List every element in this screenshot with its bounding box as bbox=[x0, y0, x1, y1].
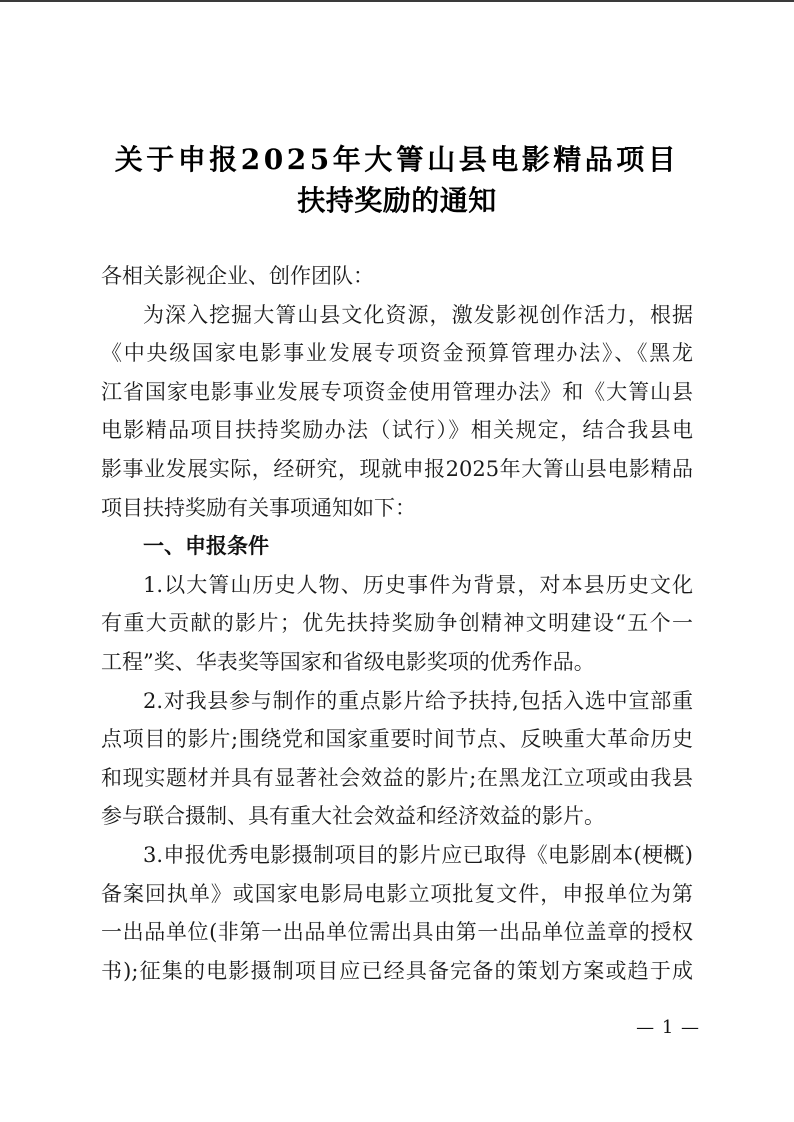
text-line: 2.对我县参与制作的重点影片给予扶持,包括入选中宣部重 bbox=[143, 688, 693, 713]
text-line: 《中央级国家电影事业发展专项资金预算管理办法》、《黑龙 bbox=[101, 341, 693, 366]
document-title-line-2: 扶持奖励的通知 bbox=[297, 184, 497, 217]
text-line: 备案回执单》或国家电影局电影立项批复文件，申报单位为第 bbox=[101, 881, 693, 906]
document-body bbox=[101, 257, 693, 990]
text-line: 江省国家电影事业发展专项资金使用管理办法》和《大箐山县 bbox=[101, 379, 693, 404]
text-line: 点项目的影片;围绕党和国家重要时间节点、反映重大革命历史 bbox=[101, 727, 693, 752]
text-line: 影事业发展实际，经研究，现就申报2025年大箐山县电影精品 bbox=[101, 456, 693, 481]
text-line: 项目扶持奖励有关事项通知如下： bbox=[101, 495, 416, 520]
text-line: 为深入挖掘大箐山县文化资源，激发影视创作活力，根据 bbox=[143, 302, 693, 327]
text-line: 一出品单位(非第一出品单位需出具由第一出品单位盖章的授权 bbox=[101, 920, 693, 945]
scan-top-edge bbox=[0, 0, 794, 2]
document-title bbox=[101, 139, 693, 221]
text-line: 1.以大箐山历史人物、历史事件为背景，对本县历史文化 bbox=[143, 572, 693, 597]
salutation-line: 各相关影视企业、创作团队： bbox=[101, 264, 374, 288]
text-line: 工程”奖、华表奖等国家和省级电影奖项的优秀作品。 bbox=[101, 649, 595, 674]
text-line: 电影精品项目扶持奖励办法（试行）》相关规定，结合我县电 bbox=[101, 418, 693, 443]
text-line: 3.申报优秀电影摄制项目的影片应已取得《电影剧本(梗概) bbox=[143, 842, 693, 867]
text-line: 和现实题材并具有显著社会效益的影片;在黑龙江立项或由我县 bbox=[101, 765, 693, 790]
section-heading: 一、申报条件 bbox=[143, 534, 269, 559]
page-number: — 1 — bbox=[636, 1017, 700, 1038]
text-line: 有重大贡献的影片；优先扶持奖励争创精神文明建设“五个一 bbox=[101, 611, 693, 636]
document-title-line-1: 关于申报2025年大箐山县电影精品项目 bbox=[114, 143, 680, 176]
text-line: 书);征集的电影摄制项目应已经具备完备的策划方案或趋于成 bbox=[101, 958, 694, 983]
text-line: 参与联合摄制、具有重大社会效益和经济效益的影片。 bbox=[101, 804, 605, 829]
